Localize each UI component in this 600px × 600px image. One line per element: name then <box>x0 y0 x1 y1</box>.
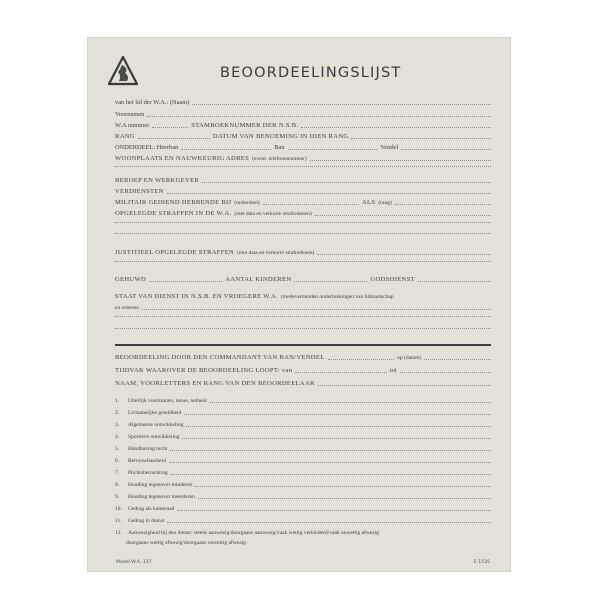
input-lid[interactable] <box>192 100 491 105</box>
input-straffen-wa-line2[interactable] <box>115 221 491 223</box>
input-staat-dienst-line2[interactable] <box>115 315 491 317</box>
criterion-number: 5. <box>115 446 120 452</box>
label-straffen-wa-note: (met data en verkorte strafredenen) <box>234 211 312 217</box>
input-justitieel[interactable] <box>317 250 491 255</box>
label-ban: Ban <box>274 144 285 151</box>
criterion-input[interactable] <box>170 446 491 451</box>
form-sheet <box>88 38 510 571</box>
input-militair[interactable] <box>263 200 359 205</box>
criterion-row <box>115 441 491 452</box>
label-staat-dienst: STAAT VAN DIENST IN N.S.B. EN VROEGERE W.A. <box>115 293 279 300</box>
label-militair-note: (onderdeel) <box>234 200 260 206</box>
criterion-number: 12. <box>115 530 122 536</box>
field-lid <box>115 95 491 106</box>
criterion-number: 9. <box>115 494 120 500</box>
field-verdiensten <box>115 184 491 195</box>
input-beoordeeling[interactable] <box>328 355 395 360</box>
criterion-number: 7. <box>115 470 120 476</box>
input-op-datum[interactable] <box>424 355 491 360</box>
label-kinderen: AANTAL KINDEREN <box>225 276 292 283</box>
label-beroep: BEROEP EN WERKGEVER <box>115 177 200 184</box>
label-godsdienst: GODSDIENST <box>370 276 415 283</box>
label-beoordeeling: BEOORDEELING DOOR DEN COMMANDANT VAN BAN/VENDEL <box>115 354 325 361</box>
criterion-input[interactable] <box>195 482 491 487</box>
label-justitieel: JUSTITIEEL OPGELEGDE STRAFFEN <box>115 249 235 256</box>
label-onderdeel: ONDERDEEL: Heerban <box>115 144 179 151</box>
field-wa-nummer <box>115 118 491 129</box>
field-staat-dienst <box>115 289 491 300</box>
criterion-label: Houding tegenover meerderen <box>128 494 195 500</box>
input-verdiensten[interactable] <box>167 189 491 194</box>
criterion-row <box>115 489 491 500</box>
label-naam-beoordeelaar: NAAM, VOORLETTERS EN RANG VAN DEN BEOORDEELAAR <box>115 380 315 387</box>
field-tijdvak <box>115 363 491 374</box>
criterion-row <box>115 465 491 476</box>
section-divider <box>115 344 491 346</box>
criterion-row <box>115 405 491 416</box>
footer-code: E 1535 <box>473 560 490 565</box>
input-wa-nummer[interactable] <box>152 123 188 128</box>
criterion-input[interactable] <box>182 434 491 439</box>
label-lid: van het lid der W.A.: (Naam) <box>115 99 190 106</box>
label-vendel: Vendel <box>380 144 399 151</box>
label-straffen-wa: OPGELEGDE STRAFFEN IN DE W.A. <box>115 210 232 217</box>
label-wa-nummer: W.A nummer <box>115 122 150 129</box>
criterion-label: Gedrag in dienst <box>128 518 165 524</box>
field-voornamen <box>115 107 491 118</box>
label-verdiensten: VERDIENSTEN <box>115 188 164 195</box>
criterion-input[interactable] <box>169 458 491 463</box>
criterion-number: 6. <box>115 458 120 464</box>
label-militair: MILITAIR GEDIEND HEBBENDE BIJ <box>115 199 232 206</box>
input-naam-beoordeelaar[interactable] <box>318 381 491 386</box>
input-beroep[interactable] <box>202 178 491 183</box>
label-gehuwd: GEHUWD <box>115 276 147 283</box>
field-straffen-wa <box>115 206 491 217</box>
criterion-row <box>115 429 491 440</box>
criterion-input[interactable] <box>184 410 491 415</box>
field-staat-dienst-cont <box>115 300 491 311</box>
label-als-note: (rang) <box>378 200 392 206</box>
criterion-input[interactable] <box>186 422 491 427</box>
input-straffen-wa-line3[interactable] <box>115 232 491 234</box>
criterion-label: Aanwezigheid bij den dienst: steeds aanwezig/doorgaans aanwezig/vaak wettig verhinderd/vaak onwettig afwezig <box>128 530 379 536</box>
criterion-row <box>115 513 491 524</box>
criterion-input[interactable] <box>177 506 491 511</box>
input-straffen-wa[interactable] <box>315 211 491 216</box>
label-als: ALS <box>361 199 376 206</box>
criterion-row <box>115 501 491 512</box>
criterion-number: 8. <box>115 482 120 488</box>
label-tijdvak: TIJDVAK WAAROVER DE BEOORDEELING LOOPT: van <box>115 367 293 374</box>
input-vendel[interactable] <box>401 145 491 150</box>
criterion-label: Algemeene ontwikkeling <box>128 422 184 428</box>
criterion-label: Gedrag als kameraad <box>128 506 175 512</box>
criterion-number: 4. <box>115 434 120 440</box>
label-staat-dienst-note: (medevermelden onderbrekingen van lidmaatschap <box>281 294 394 300</box>
input-staat-dienst[interactable] <box>142 305 491 310</box>
criterion-number: 11. <box>115 518 122 524</box>
criterion-label: Plichtsbetrachting <box>128 470 168 476</box>
footer-model: Model W.A. 137 <box>116 560 152 565</box>
field-woonplaats <box>115 151 491 162</box>
criterion-row <box>115 453 491 464</box>
input-godsdienst[interactable] <box>418 277 491 282</box>
label-woonplaats-note: (event. telefoonnummer) <box>252 156 307 162</box>
label-woonplaats: WOONPLAATS EN NAUWKEURIG ADRES <box>115 155 250 162</box>
input-kinderen[interactable] <box>294 277 367 282</box>
criterion-row <box>115 417 491 428</box>
input-tijdvak-tot[interactable] <box>400 368 491 373</box>
label-rang: RANG <box>115 133 135 140</box>
criterion-input[interactable] <box>198 494 491 499</box>
input-als[interactable] <box>395 200 491 205</box>
field-gehuwd <box>115 272 491 283</box>
criterion-label: Lichamelijke geteldheid <box>128 410 182 416</box>
criterion-label-cont: doorgaans wettig afwezig/doorgaans onwettig afwezig. <box>126 540 248 546</box>
criterion-input[interactable] <box>167 518 491 523</box>
field-beroep <box>115 173 491 184</box>
label-datum-benoeming: DATUM VAN BENOEMING IN DIEN RANG <box>212 133 349 140</box>
input-rang[interactable] <box>138 134 210 139</box>
input-tijdvak-van[interactable] <box>295 368 386 373</box>
field-beoordeeling <box>115 350 491 361</box>
criterion-row <box>115 393 491 404</box>
input-stamboek[interactable] <box>301 123 491 128</box>
criterion-label: Betrouwbaarheid <box>128 458 166 464</box>
criterion-number: 1. <box>115 398 120 404</box>
input-staat-dienst-line3[interactable] <box>115 327 491 329</box>
criterion-number: 2. <box>115 410 120 416</box>
criterion-input[interactable] <box>171 470 491 475</box>
criterion-label: Houding tegenover minderen <box>128 482 193 488</box>
criterion-row-cont <box>126 535 491 546</box>
input-woonplaats-line2[interactable] <box>115 165 491 167</box>
input-datum-benoeming[interactable] <box>351 134 491 139</box>
input-ban[interactable] <box>288 145 378 150</box>
label-justitieel-note: (met data en verkorte strafredenen) <box>237 250 315 256</box>
label-voornamen: Voornamen <box>115 111 145 118</box>
criterion-label: Uiterlijk voorkomen, tenue, netheid <box>128 398 207 404</box>
wa-emblem-icon <box>108 56 138 86</box>
criterion-label: Handhaving tucht <box>128 446 168 452</box>
field-rang <box>115 129 491 140</box>
input-heerban[interactable] <box>181 145 271 150</box>
field-justitieel <box>115 245 491 256</box>
input-woonplaats[interactable] <box>310 156 491 161</box>
field-naam-beoordeelaar <box>115 376 491 387</box>
label-tot: tot <box>389 367 397 374</box>
field-militair <box>115 195 491 206</box>
criterion-number: 10. <box>115 506 122 512</box>
criterion-label: Sportieve ontwikkeling <box>128 434 180 440</box>
label-op-datum: op (datum) <box>397 355 422 361</box>
input-gehuwd[interactable] <box>149 277 222 282</box>
criterion-row <box>115 477 491 488</box>
criterion-number: 3. <box>115 422 120 428</box>
form-title: BEOORDEELINGSLIJST <box>220 65 402 81</box>
input-justitieel-line2[interactable] <box>115 260 491 262</box>
label-staat-dienst-note2: en redenen <box>115 305 139 311</box>
criterion-input[interactable] <box>210 398 491 403</box>
label-stamboek: STAMBOEKNUMMER DER N.S.B. <box>191 122 299 129</box>
field-onderdeel <box>115 140 491 151</box>
input-voornamen[interactable] <box>147 112 491 117</box>
